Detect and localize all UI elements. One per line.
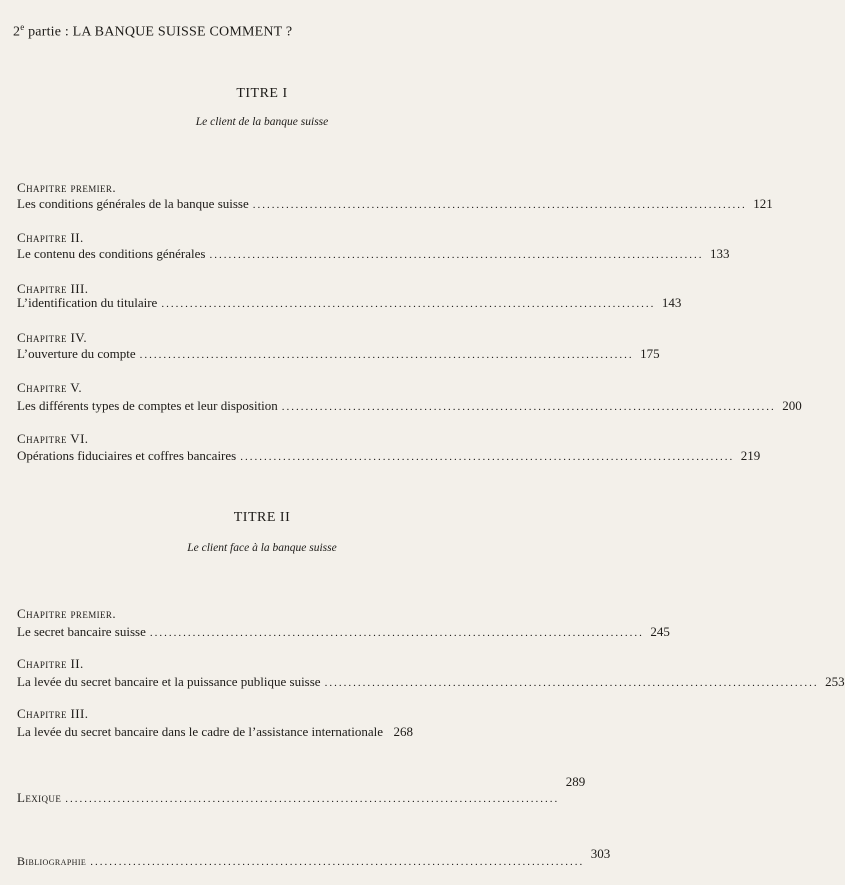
part-number-suffix: e xyxy=(20,22,25,32)
toc-entry xyxy=(17,246,730,262)
entry-title: La levée du secret bancaire dans le cadre de l’assistance internationale xyxy=(17,724,383,739)
leader-dots: ........................................................................................................ xyxy=(161,298,656,310)
entry-page: 121 xyxy=(753,196,773,211)
leader-dots: ........................................................................................................ xyxy=(240,451,735,463)
entry-page: 268 xyxy=(393,724,413,739)
leader-dots: ........................................................................................................ xyxy=(281,401,776,413)
chapter-label: Chapitre II. xyxy=(17,656,84,671)
entry-title: Bibliographie xyxy=(17,854,87,868)
entry-page: 133 xyxy=(709,246,730,261)
leader-dots: ........................................................................................................ xyxy=(139,349,634,361)
toc-entry xyxy=(17,346,660,362)
leader-dots: ........................................................................................................ xyxy=(324,677,819,689)
entry-page: 303 xyxy=(590,846,611,861)
entry-title: Lexique xyxy=(17,790,62,805)
toc-entry xyxy=(17,196,773,212)
leader-dots: ........................................................................................................ xyxy=(252,199,747,211)
toc-entry xyxy=(17,398,802,414)
entry-page: 143 xyxy=(661,295,682,310)
leader-dots: ........................................................................................................ xyxy=(209,249,704,261)
section-subtitle: Le client face à la banque suisse xyxy=(187,542,337,554)
chapter-label: Chapitre premier. xyxy=(17,180,116,195)
toc-entry xyxy=(17,624,670,640)
chapter-label: Chapitre II. xyxy=(17,230,84,245)
toc-entry xyxy=(17,774,586,806)
leader-dots: ........................................................................................................ xyxy=(65,793,560,805)
chapter-label: Chapitre VI. xyxy=(17,431,89,446)
entry-title: L’identification du titulaire xyxy=(17,295,158,310)
entry-title: Les conditions générales de la banque suisse xyxy=(17,196,249,211)
entry-title: Opérations fiduciaires et coffres bancaires xyxy=(17,448,237,463)
toc-entry xyxy=(17,448,761,464)
toc-entry xyxy=(17,846,611,869)
entry-page: 253 xyxy=(825,674,845,689)
toc-entry xyxy=(17,724,483,740)
entry-title: L’ouverture du compte xyxy=(17,346,136,361)
part-title: partie : LA BANQUE SUISSE COMMENT ? xyxy=(24,24,293,40)
entry-page: 289 xyxy=(565,774,586,789)
entry-page: 175 xyxy=(640,346,660,361)
entry-title: Le secret bancaire suisse xyxy=(17,624,146,639)
entry-page: 245 xyxy=(650,624,670,639)
part-header xyxy=(13,22,292,41)
chapter-label: Chapitre III. xyxy=(17,281,89,296)
chapter-label: Chapitre III. xyxy=(17,706,89,721)
toc-entry xyxy=(17,674,845,690)
entry-title: La levée du secret bancaire et la puissance publique suisse xyxy=(17,674,321,689)
leader-dots: ........................................................................................................ xyxy=(90,856,585,868)
entry-page: 200 xyxy=(782,398,802,413)
section-title: TITRE I xyxy=(236,86,288,101)
section-subtitle: Le client de la banque suisse xyxy=(195,116,329,128)
chapter-label: Chapitre IV. xyxy=(17,330,88,345)
entry-title: Les différents types de comptes et leur disposition xyxy=(17,398,278,413)
entry-page: 219 xyxy=(740,448,761,463)
toc-entry xyxy=(17,295,682,311)
section-title: TITRE II xyxy=(233,510,291,525)
chapter-label: Chapitre V. xyxy=(17,380,83,395)
chapter-label: Chapitre premier. xyxy=(17,606,116,621)
entry-title: Le contenu des conditions générales xyxy=(17,246,206,261)
leader-dots: ........................................................................................................ xyxy=(149,627,644,639)
part-number: 2 xyxy=(13,24,21,40)
